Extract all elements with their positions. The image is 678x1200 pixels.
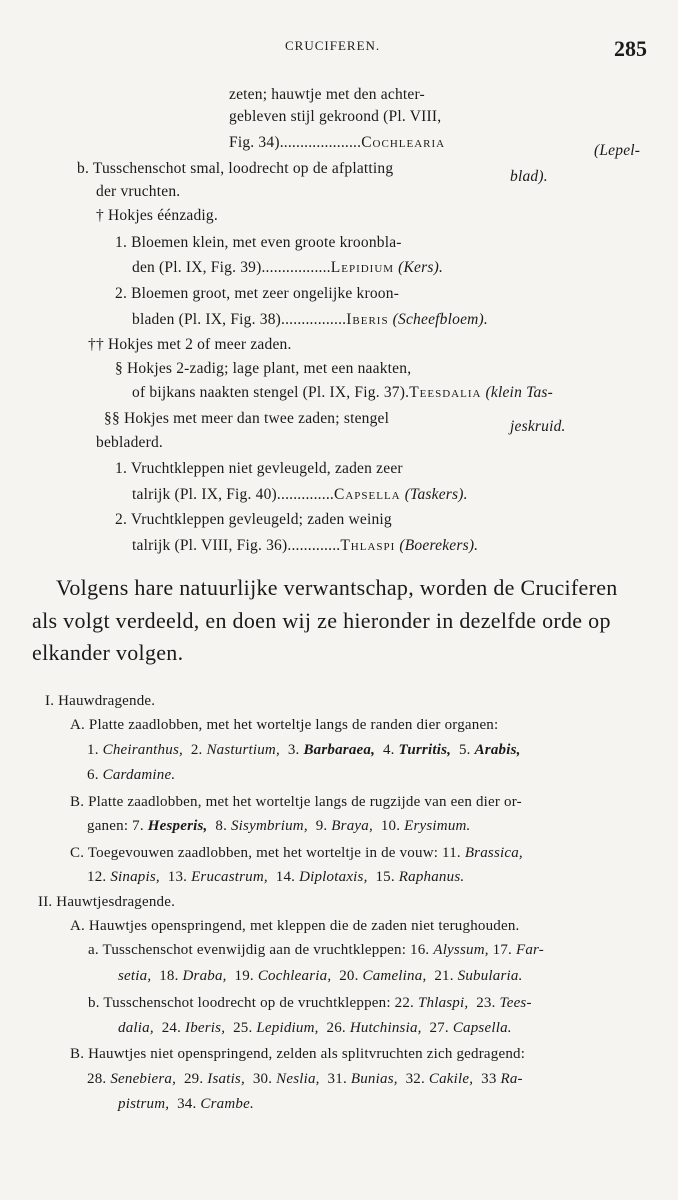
intro-line: Volgens hare natuurlijke verwantschap, worden de Cruciferen — [56, 575, 618, 600]
num: 34. — [177, 1096, 197, 1112]
genus: Sinapis, — [110, 869, 160, 885]
genus: Diplotaxis, — [299, 869, 368, 885]
genus-name: Lepidium — [330, 259, 395, 276]
common-name: jeskruid. — [510, 418, 566, 435]
genus: Subularia. — [457, 968, 523, 984]
key-line: 2. Vruchtkleppen gevleugeld; zaden weinig — [115, 511, 392, 528]
key-text: Fig. 34).................... — [229, 134, 362, 151]
common-name: (klein Tas- — [485, 384, 554, 401]
common-name: (Lepel- — [594, 142, 641, 159]
class-line: B. Platte zaadlobben, met het worteltje langs de rugzijde van een dier or- — [70, 794, 522, 810]
key-line: §§ Hokjes met meer dan twee zaden; stengel — [104, 410, 390, 427]
num: 25. — [233, 1020, 253, 1036]
num: 24. — [161, 1020, 182, 1036]
genus-name: Iberis — [346, 311, 389, 328]
class-line: A. Platte zaadlobben, met het worteltje langs de randen dier organen: — [70, 717, 499, 733]
key-text: den (Pl. IX, Fig. 39)................. — [132, 259, 331, 276]
genus: Barbaraea, — [303, 742, 376, 758]
genus: Raphanus. — [398, 869, 465, 885]
genus-name: Capsella — [333, 486, 401, 503]
genus: Far- — [515, 942, 544, 958]
common-name: blad). — [510, 168, 548, 185]
class-line — [118, 968, 523, 985]
key-line — [132, 259, 443, 277]
page-number: 285 — [614, 36, 647, 61]
genus: Brassica, — [464, 845, 523, 861]
class-line — [70, 845, 523, 862]
num: 33 — [481, 1071, 497, 1087]
genus: Senebiera, — [110, 1071, 177, 1087]
genus: Thlaspi, — [417, 995, 469, 1011]
common-name: (Boerekers). — [399, 537, 479, 554]
key-line: 1. Vruchtkleppen niet gevleugeld, zaden zeer — [115, 460, 403, 477]
key-line: § Hokjes 2-zadig; lage plant, met een naakten, — [115, 360, 412, 377]
num: 14. — [275, 869, 296, 885]
key-text: talrijk (Pl. IX, Fig. 40).............. — [132, 486, 334, 503]
genus: Cheiranthus, — [102, 742, 183, 758]
class-heading: I. Hauwdragende. — [45, 693, 156, 709]
num: 23. — [476, 995, 496, 1011]
common-name: (Scheefbloem). — [392, 311, 488, 328]
class-line — [87, 767, 175, 784]
key-line: 2. Bloemen groot, met zeer ongelijke kroon- — [115, 285, 400, 302]
genus-name: Thlaspi — [340, 537, 396, 554]
genus: pistrum, — [118, 1096, 170, 1112]
genus: setia, — [118, 968, 152, 984]
genus: Camelina, — [362, 968, 427, 984]
key-text: bladen (Pl. IX, Fig. 38)................ — [132, 311, 347, 328]
num: 29. — [183, 1071, 204, 1087]
class-line — [88, 995, 532, 1012]
num: 2. — [190, 742, 203, 758]
key-line — [132, 311, 488, 329]
genus: Sisymbrium, — [230, 818, 308, 834]
num: 20. — [339, 968, 359, 984]
num: 21. — [434, 968, 454, 984]
genus: Alyssum, — [433, 942, 489, 958]
genus: Isatis, — [207, 1071, 245, 1087]
running-header: CRUCIFEREN. — [285, 38, 381, 53]
class-line — [87, 869, 464, 886]
key-line: der vruchten. — [96, 183, 181, 200]
intro-line: als volgt verdeeld, en doen wij ze hieronder in dezelfde orde op — [32, 608, 611, 633]
num: 5. — [458, 742, 471, 758]
num: 10. — [380, 818, 401, 834]
genus: Crambe. — [200, 1096, 254, 1112]
num: 4. — [382, 742, 395, 758]
num: 13. — [167, 869, 188, 885]
genus: Ra- — [500, 1071, 523, 1087]
key-line: b. Tusschenschot smal, loodrecht op de afplatting — [77, 160, 394, 177]
num: 8. — [215, 818, 228, 834]
class-text: a. Tusschenschot evenwijdig aan de vruchtkleppen: 16. — [88, 942, 430, 958]
genus: Hutchinsia, — [349, 1020, 422, 1036]
class-line: A. Hauwtjes openspringend, met kleppen die de zaden niet terughouden. — [70, 918, 520, 934]
num: 30. — [252, 1071, 273, 1087]
genus: Braya, — [331, 818, 373, 834]
genus: Bunias, — [350, 1071, 398, 1087]
num: 17. — [492, 942, 512, 958]
genus: dalia, — [118, 1020, 154, 1036]
key-line: gebleven stijl gekroond (Pl. VIII, — [229, 108, 442, 125]
common-name: (Taskers). — [404, 486, 468, 503]
num: 18. — [159, 968, 179, 984]
num: 19. — [234, 968, 254, 984]
genus: Arabis, — [474, 742, 521, 758]
key-line: †† Hokjes met 2 of meer zaden. — [88, 336, 292, 353]
class-line — [87, 818, 471, 835]
key-line: zeten; hauwtje met den achter- — [229, 86, 425, 103]
class-line: B. Hauwtjes niet openspringend, zelden als splitvruchten zich gedragend: — [70, 1046, 526, 1062]
genus: Lepidium, — [256, 1020, 319, 1036]
key-line: 1. Bloemen klein, met even groote kroonbla- — [115, 234, 402, 251]
genus: Erucastrum, — [191, 869, 268, 885]
class-line — [118, 1096, 254, 1113]
key-line: bebladerd. — [96, 434, 163, 451]
key-text: of bijkans naakten stengel (Pl. IX, Fig. 37). — [132, 384, 410, 401]
genus: Nasturtium, — [206, 742, 280, 758]
class-line — [118, 1020, 512, 1037]
class-line — [87, 1071, 523, 1088]
key-line — [132, 384, 553, 402]
genus: Cardamine. — [102, 767, 176, 783]
key-line: † Hokjes éénzadig. — [96, 207, 218, 224]
genus-name: Teesdalia — [409, 384, 482, 401]
class-text: C. Toegevouwen zaadlobben, met het worteltje in de vouw: 11. — [70, 845, 461, 861]
key-text: talrijk (Pl. VIII, Fig. 36)............. — [132, 537, 341, 554]
num: 28. — [87, 1071, 107, 1087]
key-line — [132, 486, 468, 504]
genus: Cakile, — [428, 1071, 474, 1087]
num: 27. — [429, 1020, 449, 1036]
num: ganen: 7. — [87, 818, 144, 834]
genus-name: Cochlearia — [361, 134, 446, 151]
genus: Hesperis, — [147, 818, 208, 834]
genus: Cochlearia, — [257, 968, 332, 984]
intro-line: elkander volgen. — [32, 640, 184, 665]
genus: Turritis, — [398, 742, 452, 758]
genus: Neslia, — [276, 1071, 320, 1087]
num: 15. — [375, 869, 395, 885]
num: 9. — [315, 818, 328, 834]
genus: Iberis, — [185, 1020, 226, 1036]
key-line — [132, 537, 478, 555]
genus: Draba, — [182, 968, 227, 984]
class-line — [87, 742, 521, 759]
num: 12. — [87, 869, 107, 885]
genus: Erysimum. — [404, 818, 471, 834]
num: 31. — [327, 1071, 347, 1087]
num: 3. — [287, 742, 300, 758]
key-line — [229, 134, 445, 152]
class-line — [88, 942, 544, 959]
common-name: (Kers). — [398, 259, 444, 276]
genus: Tees- — [499, 995, 532, 1011]
num: 32. — [405, 1071, 425, 1087]
num: 26. — [326, 1020, 346, 1036]
class-heading: II. Hauwtjesdragende. — [38, 894, 176, 910]
num: 6. — [87, 767, 99, 783]
num: 1. — [87, 742, 99, 758]
genus: Capsella. — [452, 1020, 512, 1036]
class-text: b. Tusschenschot loodrecht op de vruchtkleppen: 22. — [88, 995, 414, 1011]
